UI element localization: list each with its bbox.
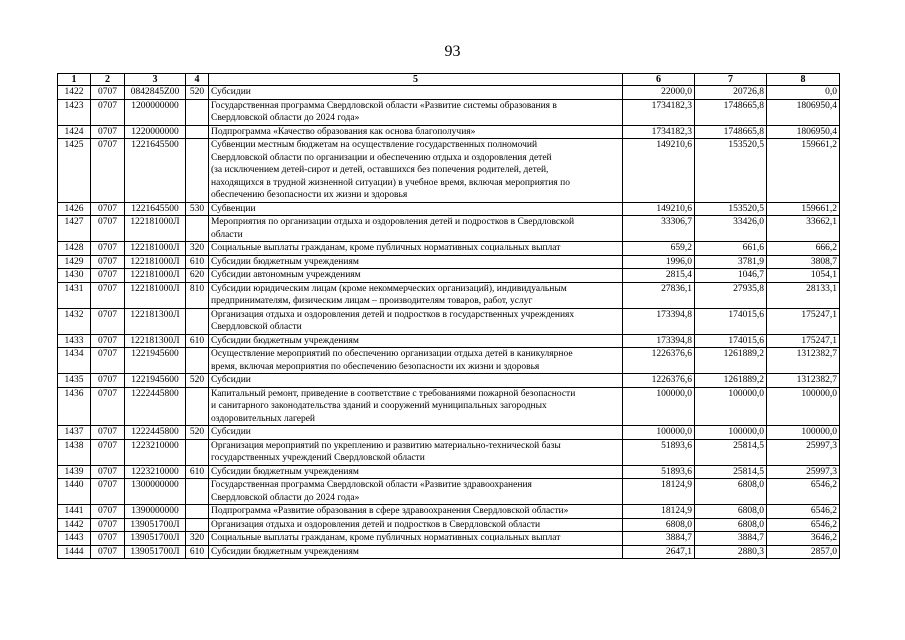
table-row <box>58 202 840 216</box>
section-code: 0707 <box>91 439 125 465</box>
expense-type-code: 610 <box>186 334 209 348</box>
row-number: 1444 <box>58 545 91 559</box>
row-description <box>209 125 623 139</box>
row-number: 1431 <box>58 282 91 308</box>
description-line: Государственная программа Свердловской области «Развитие системы образования в <box>211 100 557 111</box>
section-code: 0707 <box>91 518 125 532</box>
amount-year-2: 1261889,2 <box>695 348 767 374</box>
amount-year-3: 1054,1 <box>767 269 840 283</box>
description-line: Организация отдыха и оздоровления детей и подростков в государственных учреждениях <box>211 309 575 320</box>
description-line: Субсидии бюджетным учреждениям <box>211 256 359 267</box>
target-article-code: 122181300Л <box>125 308 186 334</box>
expense-type-code <box>186 505 209 519</box>
row-number: 1441 <box>58 505 91 519</box>
amount-year-2: 3781,9 <box>695 255 767 269</box>
table-row <box>58 269 840 283</box>
expense-type-code: 810 <box>186 282 209 308</box>
description-line: (за исключением детей-сирот и детей, оставшихся без попечения родителей, детей, <box>211 165 549 175</box>
amount-year-1: 659,2 <box>623 242 695 256</box>
description-line: Субсидии <box>211 87 251 97</box>
amount-year-3: 175247,1 <box>767 334 840 348</box>
expense-type-code <box>186 348 209 374</box>
row-description <box>209 216 623 242</box>
amount-year-1: 51893,6 <box>623 439 695 465</box>
target-article-code: 1221945600 <box>125 374 186 388</box>
amount-year-2: 174015,6 <box>695 308 767 334</box>
amount-year-3: 100000,0 <box>767 387 840 426</box>
amount-year-1: 173394,8 <box>623 334 695 348</box>
description-line: предпринимателям, физическим лицам – производителям товаров, работ, услуг <box>211 296 533 306</box>
row-number: 1432 <box>58 308 91 334</box>
expense-type-code: 520 <box>186 426 209 440</box>
description-line: Субсидии автономным учреждениям <box>211 270 361 280</box>
expense-type-code <box>186 99 209 125</box>
description-line: Социальные выплаты гражданам, кроме публичных нормативных социальных выплат <box>211 243 561 253</box>
amount-year-3: 6546,2 <box>767 479 840 505</box>
amount-year-2: 661,6 <box>695 242 767 256</box>
row-number: 1437 <box>58 426 91 440</box>
description-line: Подпрограмма «Развитие образования в сфере здравоохранения Свердловской области» <box>211 506 569 516</box>
header-col-2: 2 <box>91 74 125 86</box>
description-line: Субсидии юридическим лицам (кроме некоммерческих организаций), индивидуальным <box>211 283 567 294</box>
section-code: 0707 <box>91 125 125 139</box>
table-row <box>58 139 840 203</box>
table-row <box>58 334 840 348</box>
amount-year-1: 173394,8 <box>623 308 695 334</box>
expense-type-code <box>186 518 209 532</box>
amount-year-1: 18124,9 <box>623 479 695 505</box>
expense-type-code: 610 <box>186 545 209 559</box>
amount-year-3: 6546,2 <box>767 518 840 532</box>
target-article-code: 1221645500 <box>125 139 186 203</box>
target-article-code: 122181000Л <box>125 269 186 283</box>
row-number: 1434 <box>58 348 91 374</box>
row-description <box>209 308 623 334</box>
expense-type-code: 520 <box>186 86 209 100</box>
expense-type-code <box>186 125 209 139</box>
header-col-7: 7 <box>695 74 767 86</box>
expense-type-code: 610 <box>186 255 209 269</box>
table-row <box>58 282 840 308</box>
row-description <box>209 255 623 269</box>
amount-year-3: 100000,0 <box>767 426 840 440</box>
table-row <box>58 99 840 125</box>
description-line: Осуществление мероприятий по обеспечению организации отдыха детей в каникулярное <box>211 349 573 359</box>
budget-table <box>57 73 840 559</box>
expense-type-code <box>186 387 209 426</box>
section-code: 0707 <box>91 479 125 505</box>
amount-year-2: 6808,0 <box>695 518 767 532</box>
table-row <box>58 505 840 519</box>
expense-type-code: 320 <box>186 532 209 546</box>
amount-year-3: 28133,1 <box>767 282 840 308</box>
description-line: Субвенции <box>211 203 256 214</box>
row-number: 1422 <box>58 86 91 100</box>
amount-year-2: 6808,0 <box>695 479 767 505</box>
row-description <box>209 387 623 426</box>
target-article-code: 1222445800 <box>125 426 186 440</box>
section-code: 0707 <box>91 139 125 203</box>
amount-year-2: 174015,6 <box>695 334 767 348</box>
row-number: 1426 <box>58 202 91 216</box>
description-line: время, включая мероприятия по обеспечению безопасности их жизни и здоровья <box>211 361 540 372</box>
description-line: Организация мероприятий по укреплению и развитию материально-технической базы <box>211 440 561 451</box>
amount-year-1: 3884,7 <box>623 532 695 546</box>
amount-year-3: 175247,1 <box>767 308 840 334</box>
header-col-6: 6 <box>623 74 695 86</box>
table-row <box>58 242 840 256</box>
description-line: Свердловской области до 2024 года» <box>211 113 360 123</box>
amount-year-1: 51893,6 <box>623 465 695 479</box>
target-article-code: 1223210000 <box>125 439 186 465</box>
section-code: 0707 <box>91 334 125 348</box>
amount-year-3: 25997,3 <box>767 439 840 465</box>
expense-type-code <box>186 216 209 242</box>
section-code: 0707 <box>91 426 125 440</box>
expense-type-code: 320 <box>186 242 209 256</box>
section-code: 0707 <box>91 242 125 256</box>
section-code: 0707 <box>91 202 125 216</box>
target-article-code: 122181300Л <box>125 334 186 348</box>
target-article-code: 122181000Л <box>125 282 186 308</box>
expense-type-code <box>186 308 209 334</box>
row-number: 1435 <box>58 374 91 388</box>
amount-year-2: 25814,5 <box>695 465 767 479</box>
table-row <box>58 255 840 269</box>
description-line: обеспечению безопасности их жизни и здоровья <box>211 190 408 200</box>
amount-year-1: 2647,1 <box>623 545 695 559</box>
description-line: Свердловской области <box>211 322 302 332</box>
description-line: и санитарного законодательства зданий и сооружений муниципальных загородных <box>211 401 547 411</box>
table-row <box>58 545 840 559</box>
table-row <box>58 479 840 505</box>
expense-type-code: 610 <box>186 465 209 479</box>
target-article-code: 1200000000 <box>125 99 186 125</box>
description-line: Подпрограмма «Качество образования как основа благополучия» <box>211 126 476 137</box>
amount-year-3: 1806950,4 <box>767 125 840 139</box>
amount-year-2: 20726,8 <box>695 86 767 100</box>
expense-type-code <box>186 439 209 465</box>
row-number: 1442 <box>58 518 91 532</box>
amount-year-2: 27935,8 <box>695 282 767 308</box>
row-description <box>209 426 623 440</box>
section-code: 0707 <box>91 387 125 426</box>
amount-year-3: 0,0 <box>767 86 840 100</box>
target-article-code: 1390000000 <box>125 505 186 519</box>
amount-year-3: 2857,0 <box>767 545 840 559</box>
table-row <box>58 125 840 139</box>
amount-year-2: 1046,7 <box>695 269 767 283</box>
amount-year-1: 27836,1 <box>623 282 695 308</box>
amount-year-1: 6808,0 <box>623 518 695 532</box>
row-description <box>209 202 623 216</box>
row-description <box>209 269 623 283</box>
section-code: 0707 <box>91 216 125 242</box>
target-article-code: 139051700Л <box>125 545 186 559</box>
section-code: 0707 <box>91 308 125 334</box>
amount-year-2: 100000,0 <box>695 426 767 440</box>
row-description <box>209 99 623 125</box>
target-article-code: 122181000Л <box>125 216 186 242</box>
description-line: оздоровительных лагерей <box>211 413 316 424</box>
header-col-8: 8 <box>767 74 840 86</box>
description-line: Капитальный ремонт, приведение в соответствие с требованиями пожарной безопасности <box>211 388 576 399</box>
target-article-code: 1223210000 <box>125 465 186 479</box>
amount-year-3: 159661,2 <box>767 139 840 203</box>
description-line: находящихся в трудной жизненной ситуации) в учебное время, включая мероприятия по <box>211 177 570 188</box>
amount-year-3: 1806950,4 <box>767 99 840 125</box>
description-line: Субвенции местным бюджетам на осуществление государственных полномочий <box>211 140 538 150</box>
amount-year-2: 153520,5 <box>695 139 767 203</box>
row-description <box>209 439 623 465</box>
section-code: 0707 <box>91 532 125 546</box>
target-article-code: 139051700Л <box>125 532 186 546</box>
amount-year-2: 3884,7 <box>695 532 767 546</box>
row-description <box>209 532 623 546</box>
row-description <box>209 282 623 308</box>
amount-year-2: 1748665,8 <box>695 99 767 125</box>
target-article-code: 122181000Л <box>125 255 186 269</box>
description-line: области <box>211 229 243 240</box>
target-article-code: 1221645500 <box>125 202 186 216</box>
amount-year-3: 159661,2 <box>767 202 840 216</box>
amount-year-1: 149210,6 <box>623 139 695 203</box>
row-description <box>209 348 623 374</box>
table-row <box>58 308 840 334</box>
row-number: 1423 <box>58 99 91 125</box>
amount-year-3: 1312382,7 <box>767 374 840 388</box>
row-number: 1427 <box>58 216 91 242</box>
row-number: 1440 <box>58 479 91 505</box>
section-code: 0707 <box>91 505 125 519</box>
row-description <box>209 334 623 348</box>
description-line: Субсидии <box>211 375 251 385</box>
amount-year-1: 1226376,6 <box>623 348 695 374</box>
target-article-code: 0842845Z00 <box>125 86 186 100</box>
table-row <box>58 387 840 426</box>
description-line: Социальные выплаты гражданам, кроме публичных нормативных социальных выплат <box>211 533 561 543</box>
description-line: Субсидии бюджетным учреждениям <box>211 335 359 346</box>
target-article-code: 1300000000 <box>125 479 186 505</box>
amount-year-1: 1996,0 <box>623 255 695 269</box>
section-code: 0707 <box>91 348 125 374</box>
amount-year-1: 22000,0 <box>623 86 695 100</box>
expense-type-code <box>186 479 209 505</box>
amount-year-1: 33306,7 <box>623 216 695 242</box>
amount-year-1: 149210,6 <box>623 202 695 216</box>
description-line: Организация отдыха и оздоровления детей и подростков в Свердловской области <box>211 519 541 530</box>
target-article-code: 122181000Л <box>125 242 186 256</box>
amount-year-3: 1312382,7 <box>767 348 840 374</box>
amount-year-2: 2880,3 <box>695 545 767 559</box>
amount-year-3: 666,2 <box>767 242 840 256</box>
description-line: Свердловской области до 2024 года» <box>211 492 360 503</box>
amount-year-2: 1261889,2 <box>695 374 767 388</box>
expense-type-code: 530 <box>186 202 209 216</box>
amount-year-3: 33662,1 <box>767 216 840 242</box>
section-code: 0707 <box>91 99 125 125</box>
row-number: 1443 <box>58 532 91 546</box>
section-code: 0707 <box>91 86 125 100</box>
row-description <box>209 242 623 256</box>
amount-year-1: 18124,9 <box>623 505 695 519</box>
row-number: 1425 <box>58 139 91 203</box>
row-description <box>209 374 623 388</box>
row-number: 1429 <box>58 255 91 269</box>
section-code: 0707 <box>91 545 125 559</box>
expense-type-code: 620 <box>186 269 209 283</box>
row-number: 1433 <box>58 334 91 348</box>
expense-type-code: 520 <box>186 374 209 388</box>
table-row <box>58 532 840 546</box>
target-article-code: 1221945600 <box>125 348 186 374</box>
table-row <box>58 374 840 388</box>
row-number: 1438 <box>58 439 91 465</box>
description-line: Субсидии бюджетным учреждениям <box>211 466 359 477</box>
row-description <box>209 545 623 559</box>
row-description <box>209 139 623 203</box>
table-row <box>58 426 840 440</box>
amount-year-2: 100000,0 <box>695 387 767 426</box>
row-description <box>209 465 623 479</box>
row-number: 1436 <box>58 387 91 426</box>
header-col-3: 3 <box>125 74 186 86</box>
target-article-code: 1220000000 <box>125 125 186 139</box>
amount-year-1: 1734182,3 <box>623 125 695 139</box>
row-description <box>209 86 623 100</box>
table-row <box>58 439 840 465</box>
table-row <box>58 86 840 100</box>
amount-year-3: 25997,3 <box>767 465 840 479</box>
table-row <box>58 518 840 532</box>
header-col-1: 1 <box>58 74 91 86</box>
section-code: 0707 <box>91 255 125 269</box>
amount-year-1: 100000,0 <box>623 426 695 440</box>
target-article-code: 1222445800 <box>125 387 186 426</box>
description-line: Субсидии бюджетным учреждениям <box>211 546 359 557</box>
amount-year-1: 1734182,3 <box>623 99 695 125</box>
amount-year-2: 6808,0 <box>695 505 767 519</box>
amount-year-2: 153520,5 <box>695 202 767 216</box>
table-row <box>58 465 840 479</box>
amount-year-3: 6546,2 <box>767 505 840 519</box>
description-line: Субсидии <box>211 427 251 437</box>
amount-year-3: 3646,2 <box>767 532 840 546</box>
description-line: Государственная программа Свердловской области «Развитие здравоохранения <box>211 480 532 490</box>
description-line: Свердловской области по организации и обеспечению отдыха и оздоровления детей <box>211 152 552 163</box>
row-number: 1428 <box>58 242 91 256</box>
description-line: государственных учреждений Свердловской области <box>211 453 425 463</box>
amount-year-1: 1226376,6 <box>623 374 695 388</box>
amount-year-2: 1748665,8 <box>695 125 767 139</box>
table-row <box>58 216 840 242</box>
table-body <box>58 86 840 559</box>
row-number: 1430 <box>58 269 91 283</box>
row-number: 1424 <box>58 125 91 139</box>
header-col-4: 4 <box>186 74 209 86</box>
row-number: 1439 <box>58 465 91 479</box>
header-col-5: 5 <box>209 74 623 86</box>
table-header-row <box>58 74 840 86</box>
expense-type-code <box>186 139 209 203</box>
target-article-code: 139051700Л <box>125 518 186 532</box>
amount-year-2: 33426,0 <box>695 216 767 242</box>
section-code: 0707 <box>91 269 125 283</box>
description-line: Мероприятия по организации отдыха и оздоровления детей и подростков в Свердловской <box>211 217 575 227</box>
section-code: 0707 <box>91 282 125 308</box>
row-description <box>209 479 623 505</box>
amount-year-3: 3808,7 <box>767 255 840 269</box>
section-code: 0707 <box>91 374 125 388</box>
row-description <box>209 505 623 519</box>
amount-year-1: 100000,0 <box>623 387 695 426</box>
row-description <box>209 518 623 532</box>
amount-year-2: 25814,5 <box>695 439 767 465</box>
page-number: 93 <box>444 43 461 60</box>
amount-year-1: 2815,4 <box>623 269 695 283</box>
table-row <box>58 348 840 374</box>
section-code: 0707 <box>91 465 125 479</box>
